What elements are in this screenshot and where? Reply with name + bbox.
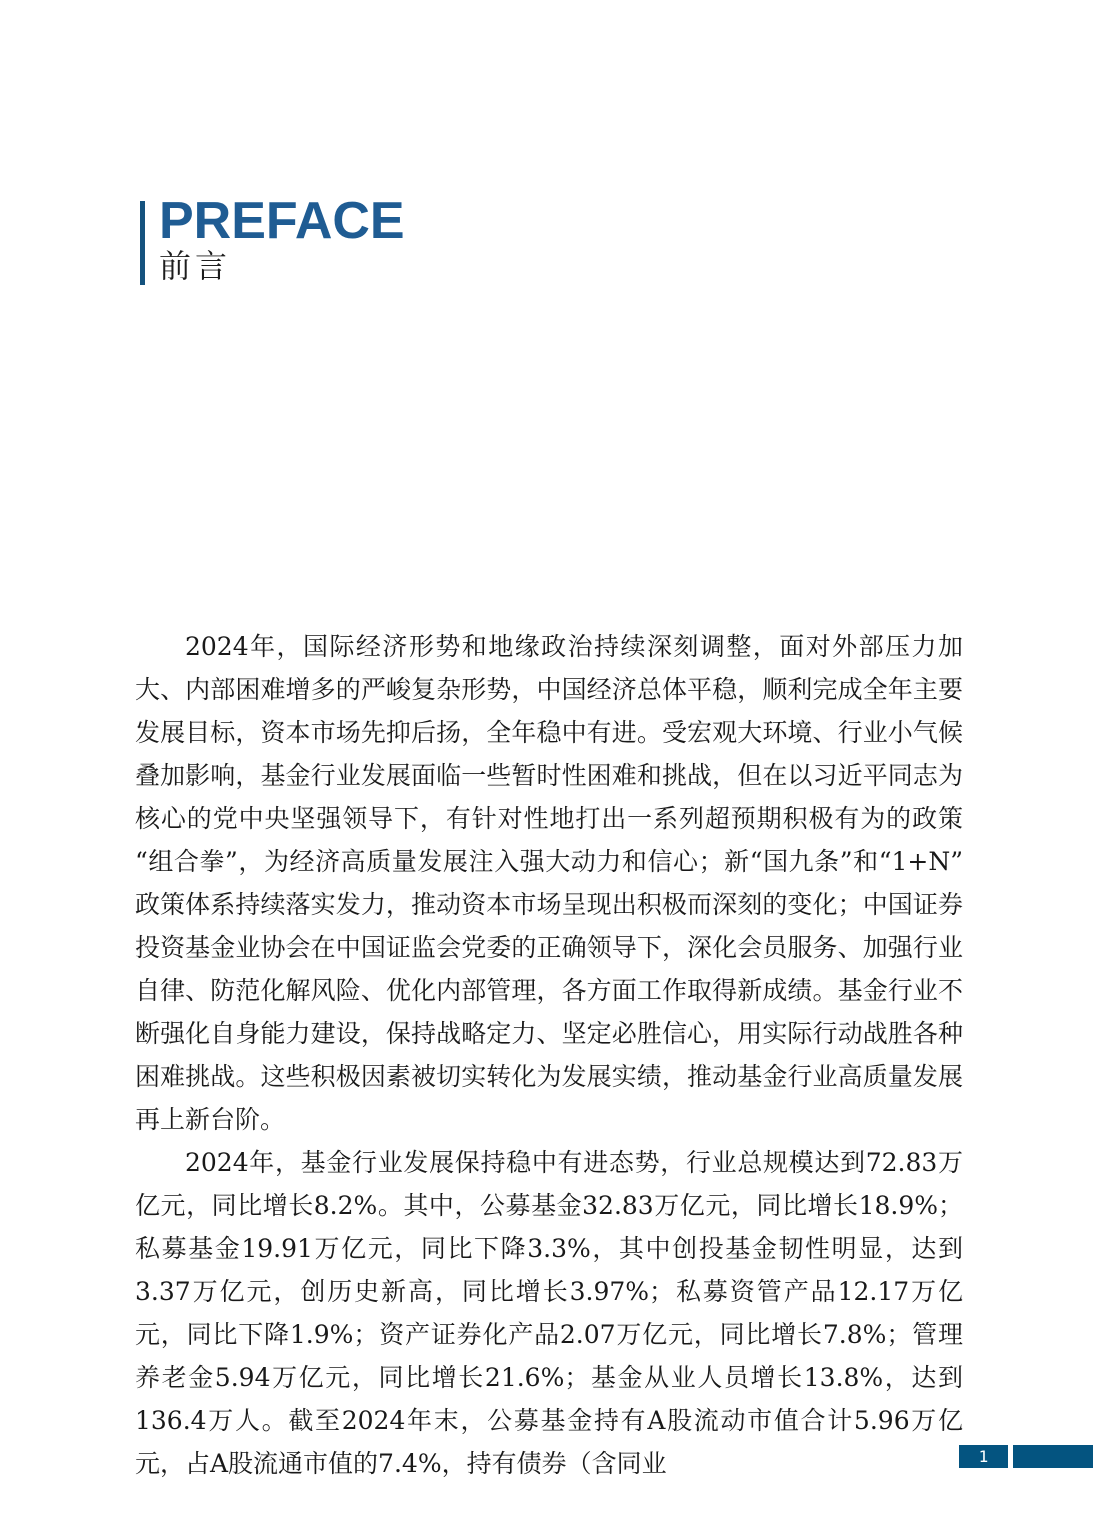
footer-accent-band [1013,1445,1093,1468]
page-title-chinese: 前言 [159,248,232,284]
accent-bar [140,201,145,285]
header-text [159,192,405,285]
page-footer [0,1445,1093,1468]
paragraph-2: 2024年，基金行业发展保持稳中有进态势，行业总规模达到72.83万亿元，同比增长8.2%。其中，公募基金32.83万亿元，同比增长18.9%；私募基金19.91万亿元，同比下降3.3%，其中创投基金韧性明显，达到3.37万亿元，创历史新高，同比增长3.97%；私募资管产品12.17万亿元，同比下降1.9%；资产证券化产品2.07万亿元，同比增长7.8%；管理养老金5.94万亿元，同比增长21.6%；基金从业人员增长13.8%，达到136.4万人。截至2024年末，公募基金持有A股流动市值合计5.96万亿元，占A股流通市值的7.4%，持有债券（含同业 [135,1148,963,1478]
preface-header [140,192,405,285]
body-text [135,625,963,1485]
paragraph-1: 2024年，国际经济形势和地缘政治持续深刻调整，面对外部压力加大、内部困难增多的严峻复杂形势，中国经济总体平稳，顺利完成全年主要发展目标，资本市场先抑后扬，全年稳中有进。受宏观大环境、行业小气候叠加影响，基金行业发展面临一些暂时性困难和挑战，但在以习近平同志为核心的党中央坚强领导下，有针对性地打出一系列超预期积极有为的政策“组合拳”，为经济高质量发展注入强大动力和信心；新“国九条”和“1+N”政策体系持续落实发力，推动资本市场呈现出积极而深刻的变化；中国证券投资基金业协会在中国证监会党委的正确领导下，深化会员服务、加强行业自律、防范化解风险、优化内部管理，各方面工作取得新成绩。基金行业不断强化自身能力建设，保持战略定力、坚定必胜信心，用实际行动战胜各种困难挑战。这些积极因素被切实转化为发展实绩，推动基金行业高质量发展再上新台阶。 [135,632,963,1134]
page-title-english: PREFACE [159,192,405,250]
page-number-badge: 1 [959,1445,1008,1468]
